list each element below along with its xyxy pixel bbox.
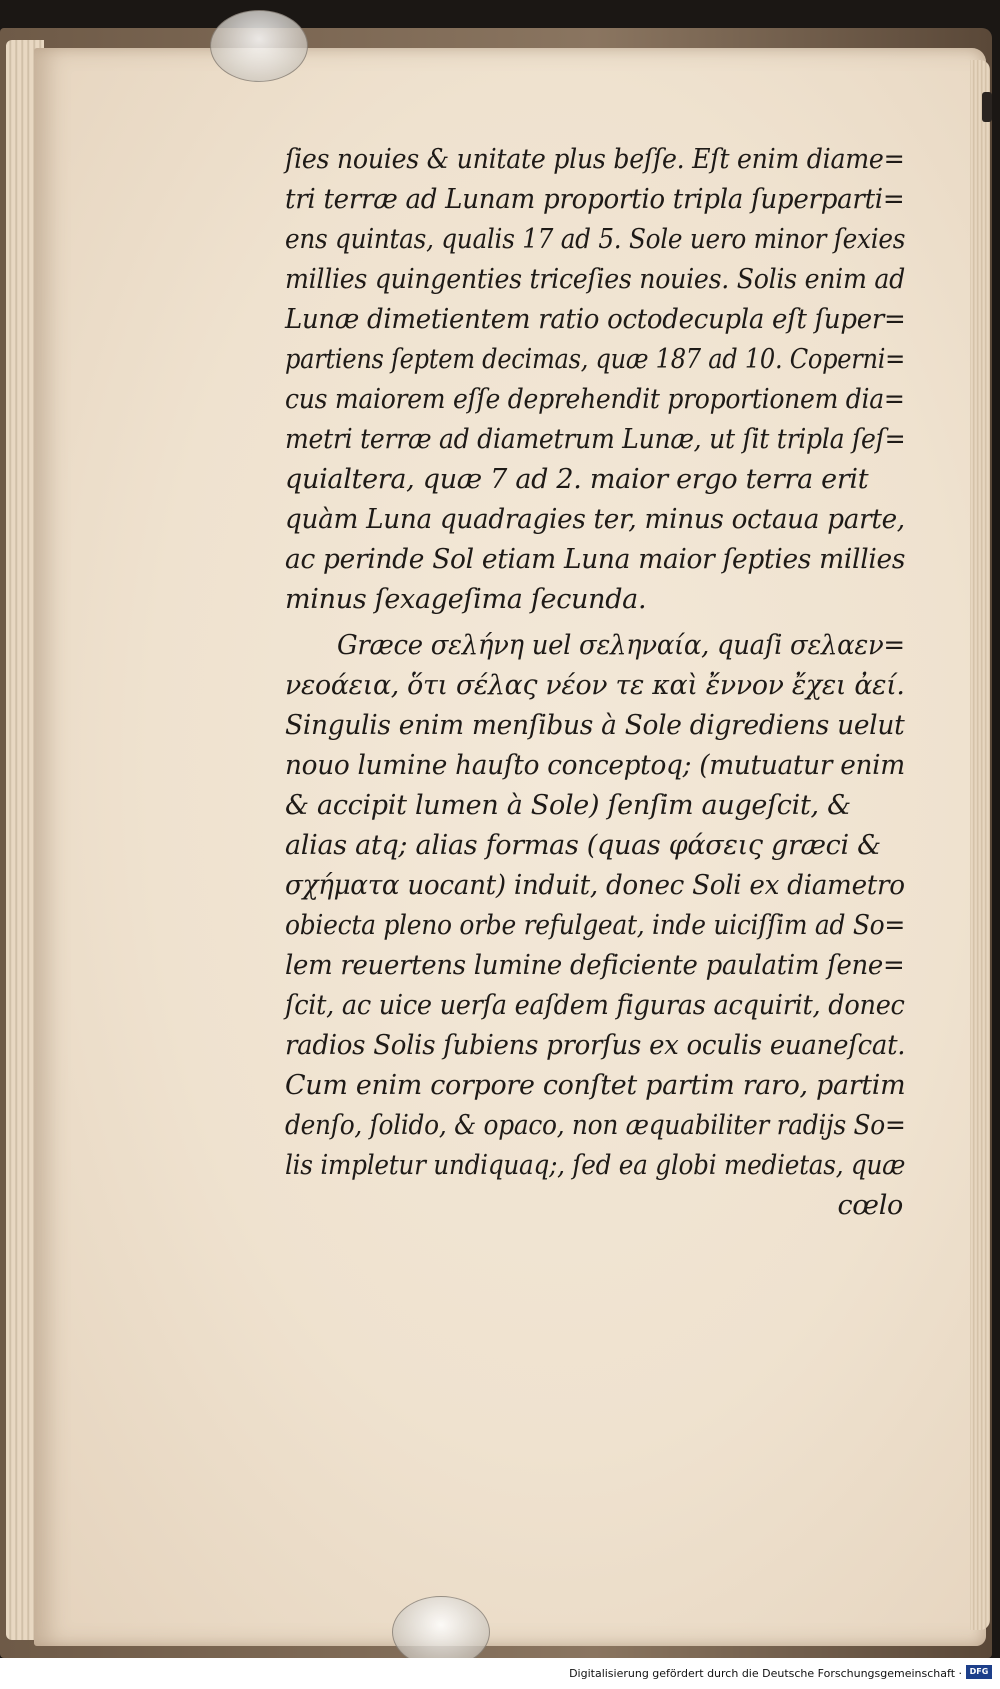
dfg-logo: DFG <box>966 1665 992 1679</box>
page-clip-top <box>210 10 308 82</box>
text-line: quàm Luna quadragies ter, minus octaua parte, <box>285 504 905 535</box>
text-line: Græce σελήνη uel σεληναία, quaſi σελαεν= <box>337 630 905 661</box>
text-line: & accipit lumen à Sole) ſenſim augeſcit, & <box>285 790 851 821</box>
text-line: Lunæ dimetientem ratio octodecupla eſt ſuper= <box>285 304 906 335</box>
text-line: ſies nouies & unitate plus beſſe. Eſt enim diame= <box>285 144 905 175</box>
text-line: tri terræ ad Lunam proportio tripla ſuperparti= <box>285 184 905 215</box>
text-line: νεοάεια, ὅτι σέλας νέον τε καὶ ἔννον ἔχει ἀεί. <box>285 670 905 701</box>
text-line: metri terræ ad diametrum Lunæ, ut ſit tripla ſeſ= <box>285 424 906 455</box>
text-line: millies quingenties triceſies nouies. Solis enim ad <box>285 264 905 295</box>
text-line: ens quintas, qualis 17 ad 5. Sole uero minor ſexies <box>285 224 906 255</box>
text-line: σχήματα uocant) induit, donec Soli ex diametro <box>285 870 905 901</box>
text-line: lem reuertens lumine deficiente paulatim ſene= <box>285 950 905 981</box>
text-line: Cum enim corpore conſtet partim raro, partim <box>285 1070 906 1101</box>
text-line: nouo lumine hauſto conceptoq; (mutuatur enim <box>285 750 905 781</box>
footer-bar <box>0 1658 1000 1689</box>
text-line: partiens ſeptem decimas, quæ 187 ad 10. Coperni= <box>285 344 906 375</box>
text-line: ac perinde Sol etiam Luna maior ſepties millies <box>285 544 906 575</box>
text-line: alias atq; alias formas (quas φάσεις græci & <box>285 830 881 861</box>
catchword: cœlo <box>837 1190 903 1221</box>
dfg-credit-text: Digitalisierung gefördert durch die Deutsche Forschungsgemeinschaft · <box>569 1667 962 1680</box>
text-line: minus ſexageſima ſecunda. <box>285 584 647 615</box>
text-line: obiecta pleno orbe refulgeat, inde uiciſſim ad So= <box>285 910 906 941</box>
bookmark-tab <box>982 92 992 122</box>
text-line: radios Solis ſubiens prorſus ex oculis euaneſcat. <box>285 1030 906 1061</box>
text-line: ſcit, ac uice uerſa eaſdem figuras acquirit, donec <box>285 990 905 1021</box>
text-line: quialtera, quæ 7 ad 2. maior ergo terra erit <box>285 464 869 495</box>
text-line: lis impletur undiquaq;, ſed ea globi medietas, quæ <box>285 1150 906 1181</box>
text-line: denſo, ſolido, & opaco, non æquabiliter radijs So= <box>285 1110 906 1141</box>
text-line: cus maiorem eſſe deprehendit proportionem dia= <box>285 384 905 415</box>
text-line: Singulis enim menſibus à Sole digrediens uelut <box>285 710 905 741</box>
page-stack-right <box>970 60 990 1630</box>
